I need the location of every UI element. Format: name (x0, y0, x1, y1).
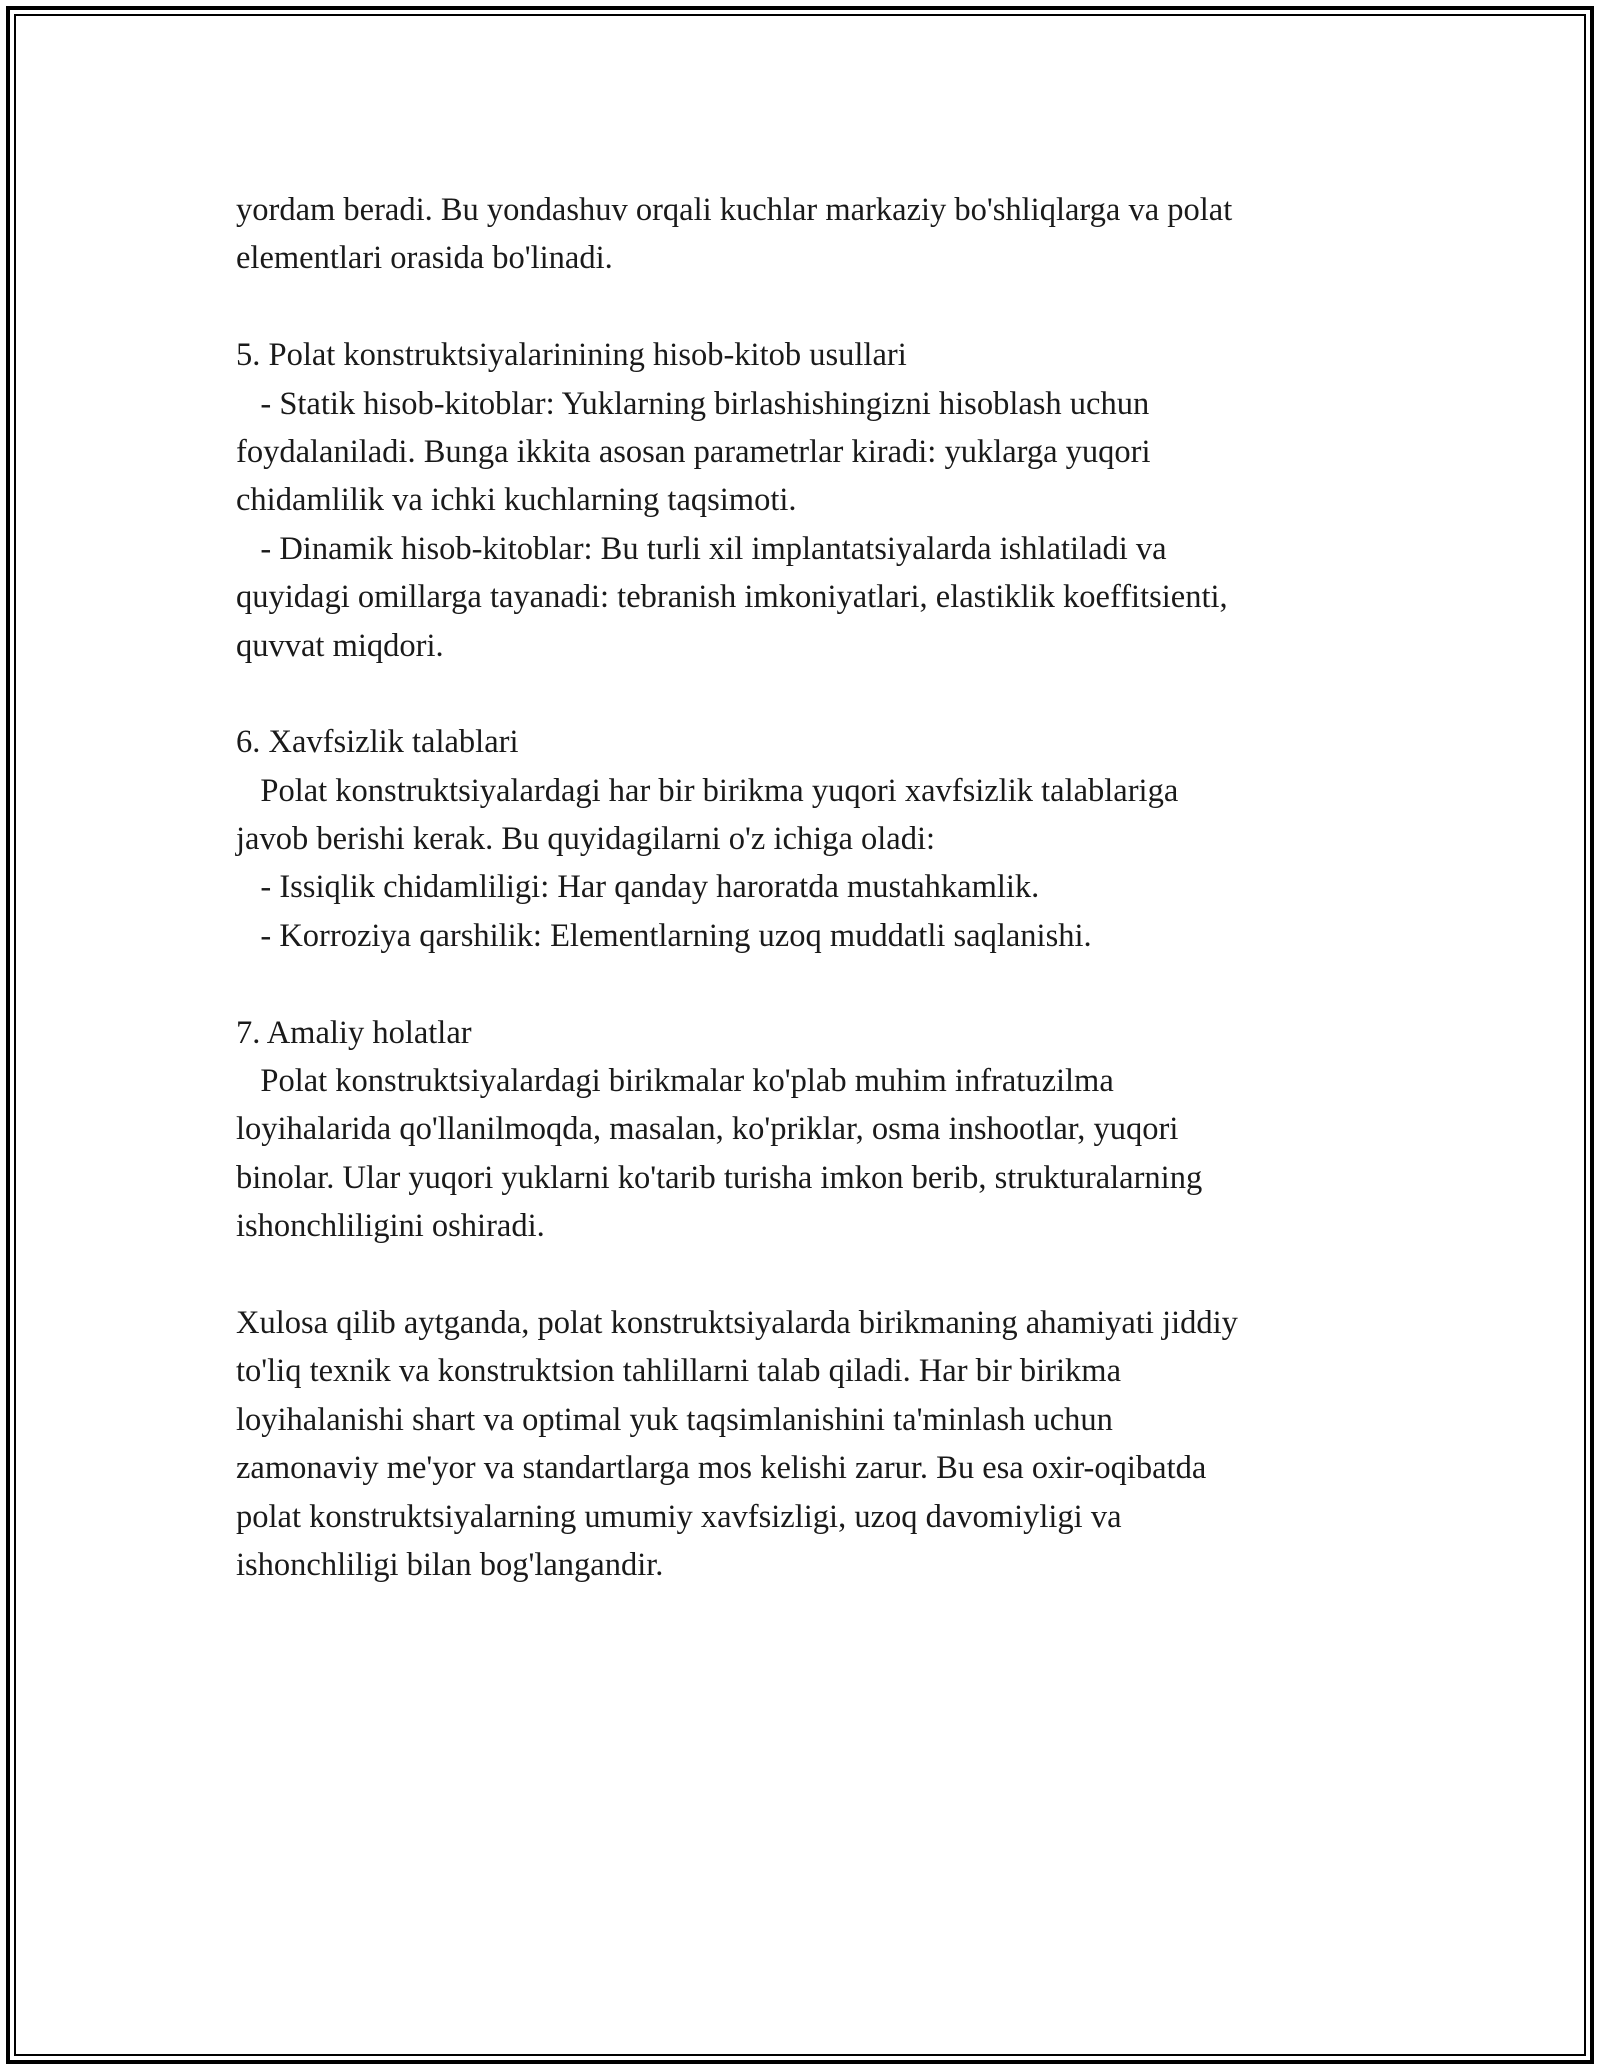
text-line: quyidagi omillarga tayanadi: tebranish imkoniyatlari, elastiklik koeffitsienti, (236, 579, 1228, 616)
conclusion-paragraph (236, 1299, 1386, 1589)
paragraph-gap (236, 670, 1386, 718)
text-line: - Issiqlik chidamliligi: Har qanday haroratda mustahkamlik. (236, 869, 1040, 906)
section-5 (236, 331, 1386, 670)
section-heading: 6. Xavfsizlik talablari (236, 724, 519, 761)
text-line: chidamlilik va ichki kuchlarning taqsimoti. (236, 482, 797, 519)
text-line: ishonchliligi bilan bog'langandir. (236, 1546, 664, 1583)
text-line: polat konstruktsiyalarning umumiy xavfsizligi, uzoq davomiyligi va (236, 1498, 1122, 1535)
text-line: binolar. Ular yuqori yuklarni ko'tarib turisha imkon berib, strukturalarning (236, 1159, 1203, 1196)
text-line: zamonaviy me'yor va standartlarga mos kelishi zarur. Bu esa oxir-oqibatda (236, 1450, 1207, 1487)
section-6 (236, 718, 1386, 960)
text-line: - Dinamik hisob-kitoblar: Bu turli xil implantatsiyalarda ishlatiladi va (236, 530, 1167, 567)
text-line: Polat konstruktsiyalardagi har bir birikma yuqori xavfsizlik talablariga (236, 772, 1179, 809)
text-line: loyihalanishi shart va optimal yuk taqsimlanishini ta'minlash uchun (236, 1401, 1113, 1438)
text-line: ishonchliligini oshiradi. (236, 1208, 545, 1245)
text-line: - Statik hisob-kitoblar: Yuklarning birlashishingizni hisoblash uchun (236, 385, 1150, 422)
paragraph-gap (236, 960, 1386, 1008)
document-body (236, 186, 1386, 1589)
text-line: elementlari orasida bo'linadi. (236, 240, 613, 277)
paragraph-gap (236, 1251, 1386, 1299)
text-line: to'liq texnik va konstruktsion tahlillarni talab qiladi. Har bir birikma (236, 1353, 1121, 1390)
text-line: yordam beradi. Bu yondashuv orqali kuchlar markaziy bo'shliqlarga va polat (236, 192, 1233, 228)
text-line: - Korroziya qarshilik: Elementlarning uzoq muddatli saqlanishi. (236, 917, 1092, 954)
text-line: foydalaniladi. Bunga ikkita asosan parametrlar kiradi: yuklarga yuqori (236, 433, 1151, 470)
section-heading: 5. Polat konstruktsiyalarinining hisob-kitob usullari (236, 337, 907, 374)
text-line: javob berishi kerak. Bu quyidagilarni o'z ichiga oladi: (236, 821, 936, 858)
text-line: loyihalarida qo'llanilmoqda, masalan, ko'priklar, osma inshootlar, yuqori (236, 1111, 1179, 1148)
paragraph-gap (236, 283, 1386, 331)
section-heading: 7. Amaliy holatlar (236, 1014, 472, 1051)
text-line: quvvat miqdori. (236, 627, 444, 664)
text-line: Polat konstruktsiyalardagi birikmalar ko'plab muhim infratuzilma (236, 1063, 1114, 1100)
continuation-paragraph (236, 186, 1386, 283)
text-line: Xulosa qilib aytganda, polat konstruktsiyalarda birikmaning ahamiyati jiddiy (236, 1304, 1238, 1341)
section-7 (236, 1009, 1386, 1251)
